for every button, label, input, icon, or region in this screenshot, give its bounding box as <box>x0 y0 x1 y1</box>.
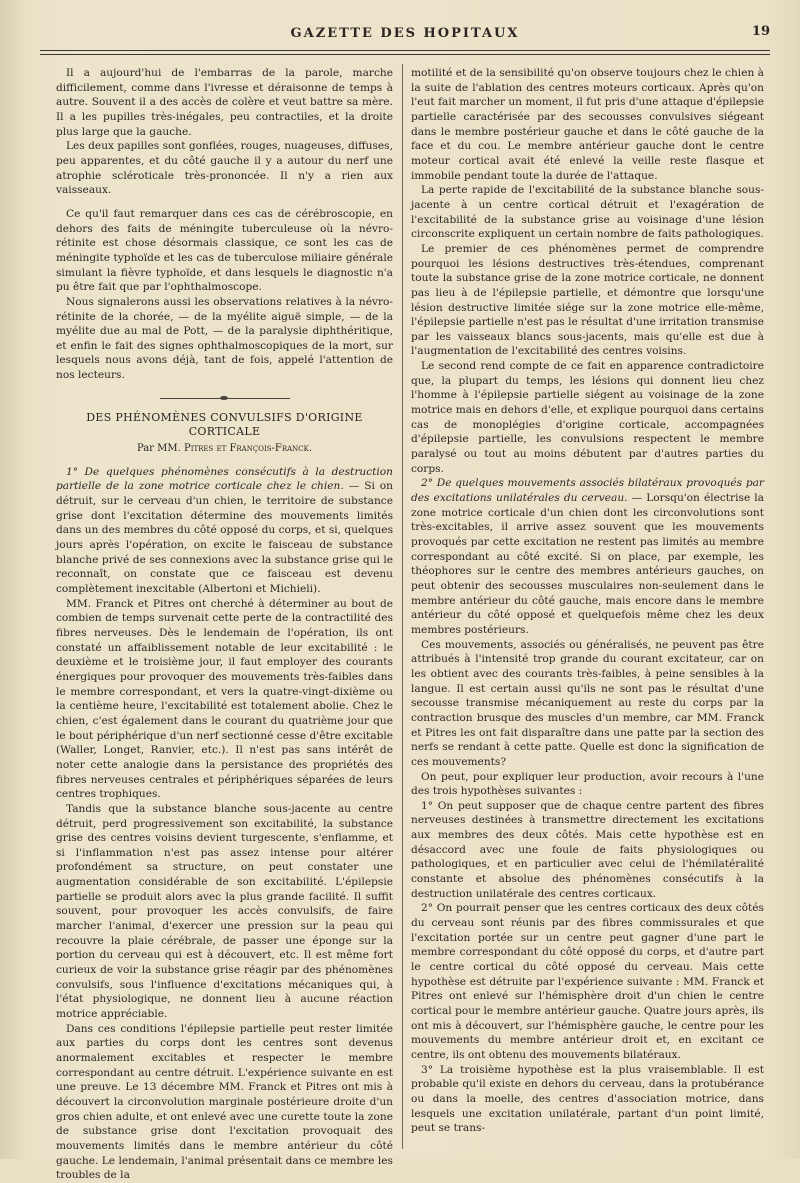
byline-authors: Pitres et François-Franck. <box>183 443 313 455</box>
section-separator <box>56 393 393 399</box>
page-header <box>40 22 770 52</box>
header-rule-thin <box>40 54 770 55</box>
journal-title: GAZETTE DES HOPITAUX <box>290 26 520 41</box>
paragraph: Le second rend compte de ce fait en apparence contradictoire que, la plupart du temps, les lésions qui donnent lieu chez l'homme à l'épilepsie partielle siégent au voisinage de la zone motrice mais en dehors d'elle, et explique pourquoi dans certains cas de monoplégies d'origine corticale, accompagnées d'épilepsie partielle, les convulsions respectent le membre paralysé ou tout au moins débutent par d'autres parties du corps. <box>411 360 764 475</box>
paragraph: La perte rapide de l'excitabilité de la substance blanche sous-jacente à un centre cortical détruit et l'exagération de l'excitabilité de la substance grise au voisinage d'une lésion circonscrite expliquent un certain nombre de faits pathologiques. <box>411 184 764 241</box>
paragraph: 1° On peut supposer que de chaque centre partent des fibres nerveuses destinées à transmettre directement les excitations aux membres des deux côtés. Mais cette hypothèse est en désaccord avec une foule de faits physiologiques ou pathologiques, et en particulier avec celui de l'hémilatéralité constante et absolue des phénomènes consécutifs à la destruction unilatérale des centres corticaux. <box>411 799 764 900</box>
paragraph: motilité et de la sensibilité qu'on observe toujours chez le chien à la suite de l'ablation des centres moteurs corticaux. Après qu'on l'eut fait marcher un moment, il fut pris d'une attaque d'épilepsie partielle caractérisée par des secousses convulsives siégeant dans le membre postérieur gauche et dans le côté gauche de la face et du cou. Le membre antérieur gauche dont le centre moteur cortical avait été enlevé la veille reste flasque et immobile pendant toute la durée de l'attaque. <box>411 67 764 182</box>
paragraph-text: — Si on détruit, sur le cerveau d'un chien, le territoire de substance grise dont l'excitation détermine des mouvements limités dans un des membres du côté opposé du corps, et si, quelques jours après l'opération, on excite le faisceau de substance blanche privé de ses connexions avec la substance grise qui le reconnaît, on constate que ce faisceau est devenu complètement inexcitable (Albertoni et Michieli). <box>56 480 394 595</box>
paragraph: Dans ces conditions l'épilepsie partielle peut rester limitée aux parties du corps dont les centres sont devenus anormalement excitables et respecter le membre correspondant au centre détruit. L'expérience suivante en est une preuve. Le 13 décembre MM. Franck et Pitres ont mis à découvert la circonvolution marginale postérieure droite d'un gros chien adulte, et ont enlevé avec une curette toute la zone de substance grise dont l'excitation provoquait des mouvements limités dans le membre antérieur du côté gauche. Le lendemain, l'animal présentait dans ce membre les troubles de la <box>56 1022 393 1182</box>
paragraph: Nous signalerons aussi les observations relatives à la névro-rétinite de la chorée, — de la myélite aiguë simple, — de la myélite due au mal de Pott, — de la paralysie diphthéritique, et enfin le fait des signes ophthalmoscopiques de la mort, sur lesquels nous avons déjà, tant de fois, appelé l'attention de nos lecteurs. <box>56 295 393 382</box>
article-title: DES PHÉNOMÈNES CONVULSIFS D'ORIGINE CORTICALE <box>86 410 363 439</box>
section-heading-italic: 2° De quelques mouvements associés bilatéraux provoqués par des excitations unilatérales du cerveau. <box>411 477 764 505</box>
paragraph-text: — Lorsqu'on électrise la zone motrice corticale d'un chien dont les circonvolutions sont très-excitables, il arrive assez souvent que les mouvements provoqués par cette excitation ne restent pas limités au membre correspondant au côté excité. Si on place, par exemple, les théophores sur le centre des membres antérieurs gauches, on peut obtenir des secousses musculaires non-seulement dans le membre antérieur du côté gauche, mais encore dans le membre antérieur du côté opposé et quelquefois même chez les deux membres postérieurs. <box>411 492 764 636</box>
left-column <box>56 66 393 1183</box>
paragraph: 3° La troisième hypothèse est la plus vraisemblable. Il est probable qu'il existe en dehors du cerveau, dans la protubérance ou dans la moelle, des centres d'association motrice, dans lesquels une excitation unilatérale, partant d'un point limité, peut se trans- <box>411 1063 764 1135</box>
paragraph: Tandis que la substance blanche sous-jacente au centre détruit, perd progressivement son excitabilité, la substance grise des centres voisins devient turgescente, s'enflamme, et si l'inflammation n'est pas assez intense pour altérer profondément sa structure, on peut constater une augmentation considérable de son excitabilité. L'épilepsie partielle se produit alors avec la plus grande facilité. Il suffit souvent, pour provoquer les accès convulsifs, de faire marcher l'animal, d'exercer une pression sur la peau qui recouvre la plaie cérébrale, de passer une éponge sur la portion du cerveau qui est à découvert, etc. Il est même fort curieux de voir la substance grise réagir par des phénomènes convulsifs, sous l'influence d'excitations mécaniques qui, à l'état physiologique, ne donnent lieu à aucune réaction motrice appréciable. <box>56 802 393 1021</box>
right-column <box>411 66 764 1136</box>
paragraph: Il a aujourd'hui de l'embarras de la parole, marche difficilement, comme dans l'ivresse et déraisonne de temps à autre. Souvent il a des accès de colère et veut battre sa mère. Il a les pupilles très-inégales, peu contractiles, et la droite plus large que la gauche. <box>56 67 393 138</box>
article-byline <box>56 442 393 457</box>
paragraph <box>411 476 764 637</box>
paragraph: MM. Franck et Pitres ont cherché à déterminer au bout de combien de temps survenait cette perte de la contractilité des fibres nerveuses. Dès le lendemain de l'opération, ils ont constaté un affaiblissement notable de leur excitabilité : le deuxième et le troisième jour, il faut employer des courants énergiques pour provoquer des mouvements très-faibles dans le membre correspondant, et vers la quatre-vingt-dixième ou la centième heure, l'excitabilité est totalement abolie. Chez le chien, c'est également dans le courant du quatrième jour que le bout périphérique d'un nerf sectionné cesse d'être excitable (Waller, Longet, Ranvier, etc.). Il n'est pas sans intérêt de noter cette analogie dans la persistance des propriétés des fibres nerveuses centrales et périphériques séparées de leurs centres trophiques. <box>56 597 394 801</box>
paragraph: On peut, pour expliquer leur production, avoir recours à l'une des trois hypothèses suivantes : <box>411 770 764 798</box>
paragraph: 2° On pourrait penser que les centres corticaux des deux côtés du cerveau sont réunis par des fibres commissurales et que l'excitation portée sur un centre peut gagner d'une part le membre correspondant du côté opposé du corps, et d'autre part le centre cortical du côté opposé du cerveau. Mais cette hypothèse est détruite par l'expérience suivante : MM. Franck et Pitres ont enlevé sur l'hémisphère droit d'un chien le centre cortical pour le membre antérieur gauche. Quatre jours après, ils ont mis à découvert, sur l'hémisphère gauche, le centre pour les mouvements du membre antérieur droit et, en excitant ce centre, ils ont obtenu des mouvements bilatéraux. <box>411 902 764 1061</box>
header-rule-thick <box>40 50 770 51</box>
page-number: 19 <box>751 24 770 39</box>
paragraph: Le premier de ces phénomènes permet de comprendre pourquoi les lésions destructives très-étendues, comprenant toute la substance grise de la zone motrice corticale, ne donnent pas lieu à de l'épilepsie partielle, et démontre que lorsqu'une lésion destructive limitée siége sur la zone motrice elle-même, l'épilepsie partielle n'est pas le résultat d'une irritation transmise par les vaisseaux blancs sous-jacents, mais qu'elle est due à l'augmentation de l'excitabilité des centres voisins. <box>411 242 765 358</box>
section-heading-italic: 1° De quelques phénomènes consécutifs à la destruction partielle de la zone motrice corticale chez le chien. <box>56 465 393 493</box>
paragraph: Ces mouvements, associés ou généralisés, ne peuvent pas être attribués à l'intensité trop grande du courant excitateur, car on les obtient avec des courants très-faibles, à peine sensibles à la langue. Il est certain aussi qu'ils ne sont pas le résultat d'une secousse transmise mécaniquement au reste du corps par la contraction brusque des muscles d'un membre, car MM. Franck et Pitres les ont fait disparaître dans une patte par la section des nerfs se rendant à cette patte. Quelle est donc la signification de ces mouvements? <box>411 638 764 768</box>
column-divider <box>402 64 403 1149</box>
paragraph <box>56 465 393 597</box>
paragraph: Ce qu'il faut remarquer dans ces cas de cérébroscopie, en dehors des faits de méningite tuberculeuse où la névro-rétinite est chose désormais classique, ce sont les cas de méningite typhoïde et les cas de tuberculose miliaire générale simulant la fièvre typhoïde, et dans lesquels le diagnostic n'a pu être fait que par l'ophthalmoscope. <box>56 207 393 294</box>
byline-prefix: Par MM. <box>136 443 181 455</box>
paragraph: Les deux papilles sont gonflées, rouges, nuageuses, diffuses, peu apparentes, et du côté gauche il y a autour du nerf une atrophie scléroticale très-prononcée. Il n'y a rien aux vaisseaux. <box>56 140 393 197</box>
